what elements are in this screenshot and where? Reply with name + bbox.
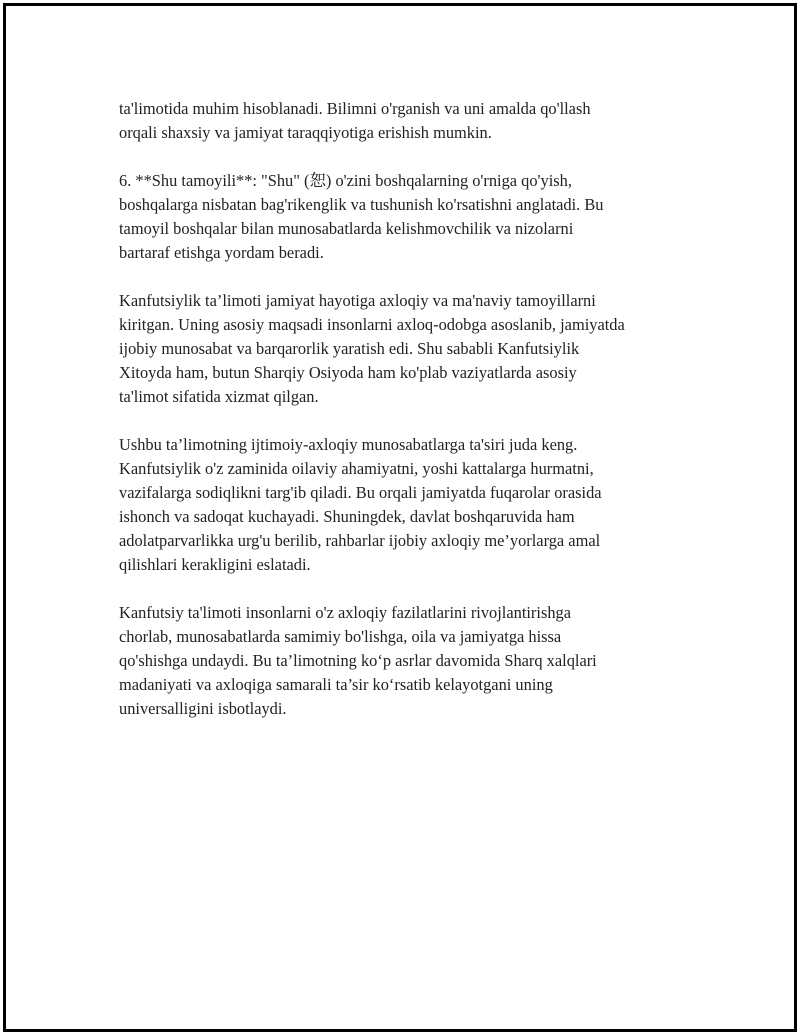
text-line: ta'limot sifatida xizmat qilgan. <box>119 387 319 406</box>
text-line: tamoyil boshqalar bilan munosabatlarda kelishmovchilik va nizolarni <box>119 219 574 238</box>
text-line: adolatparvarlikka urg'u berilib, rahbarlar ijobiy axloqiy me’yorlarga amal <box>119 531 601 550</box>
text-line: Kanfutsiylik o'z zaminida oilaviy ahamiyatni, yoshi kattalarga hurmatni, <box>119 459 594 478</box>
text-line: Kanfutsiy ta'limoti insonlarni o'z axloqiy fazilatlarini rivojlantirishga <box>119 603 571 622</box>
text-line: qo'shishga undaydi. Bu ta’limotning ko‘p asrlar davomida Sharq xalqlari <box>119 651 597 670</box>
paragraph <box>119 97 709 145</box>
text-line: chorlab, munosabatlarda samimiy bo'lishga, oila va jamiyatga hissa <box>119 627 562 646</box>
text-line: boshqalarga nisbatan bag'rikenglik va tushunish ko'rsatishni anglatadi. Bu <box>119 195 604 214</box>
text-line: madaniyati va axloqiga samarali ta’sir ko‘rsatib kelayotgani uning <box>119 675 553 694</box>
text-line: universalligini isbotlaydi. <box>119 699 287 718</box>
text-line: ishonch va sadoqat kuchayadi. Shuningdek, davlat boshqaruvida ham <box>119 507 575 526</box>
text-line: orqali shaxsiy va jamiyat taraqqiyotiga erishish mumkin. <box>119 123 492 142</box>
paragraph <box>119 433 709 577</box>
text-line: Ushbu ta’limotning ijtimoiy-axloqiy munosabatlarga ta'siri juda keng. <box>119 435 578 454</box>
text-line: ta'limotida muhim hisoblanadi. Bilimni o'rganish va uni amalda qo'llash <box>119 99 591 118</box>
text-line: kiritgan. Uning asosiy maqsadi insonlarni axloq-odobga asoslanib, jamiyatda <box>119 315 625 334</box>
paragraph <box>119 169 709 265</box>
text-line: vazifalarga sodiqlikni targ'ib qiladi. Bu orqali jamiyatda fuqarolar orasida <box>119 483 602 502</box>
paragraph <box>119 289 709 409</box>
text-line: Xitoyda ham, butun Sharqiy Osiyoda ham ko'plab vaziyatlarda asosiy <box>119 363 577 382</box>
text-line: 6. **Shu tamoyili**: "Shu" (恕) o'zini boshqalarning o'rniga qo'yish, <box>119 171 572 190</box>
paragraph <box>119 601 709 721</box>
text-line: qilishlari kerakligini eslatadi. <box>119 555 311 574</box>
text-line: ijobiy munosabat va barqarorlik yaratish edi. Shu sababli Kanfutsiylik <box>119 339 580 358</box>
text-line: Kanfutsiylik ta’limoti jamiyat hayotiga axloqiy va ma'naviy tamoyillarni <box>119 291 596 310</box>
text-line: bartaraf etishga yordam beradi. <box>119 243 324 262</box>
document-page <box>3 3 797 1032</box>
document-body <box>119 97 709 745</box>
